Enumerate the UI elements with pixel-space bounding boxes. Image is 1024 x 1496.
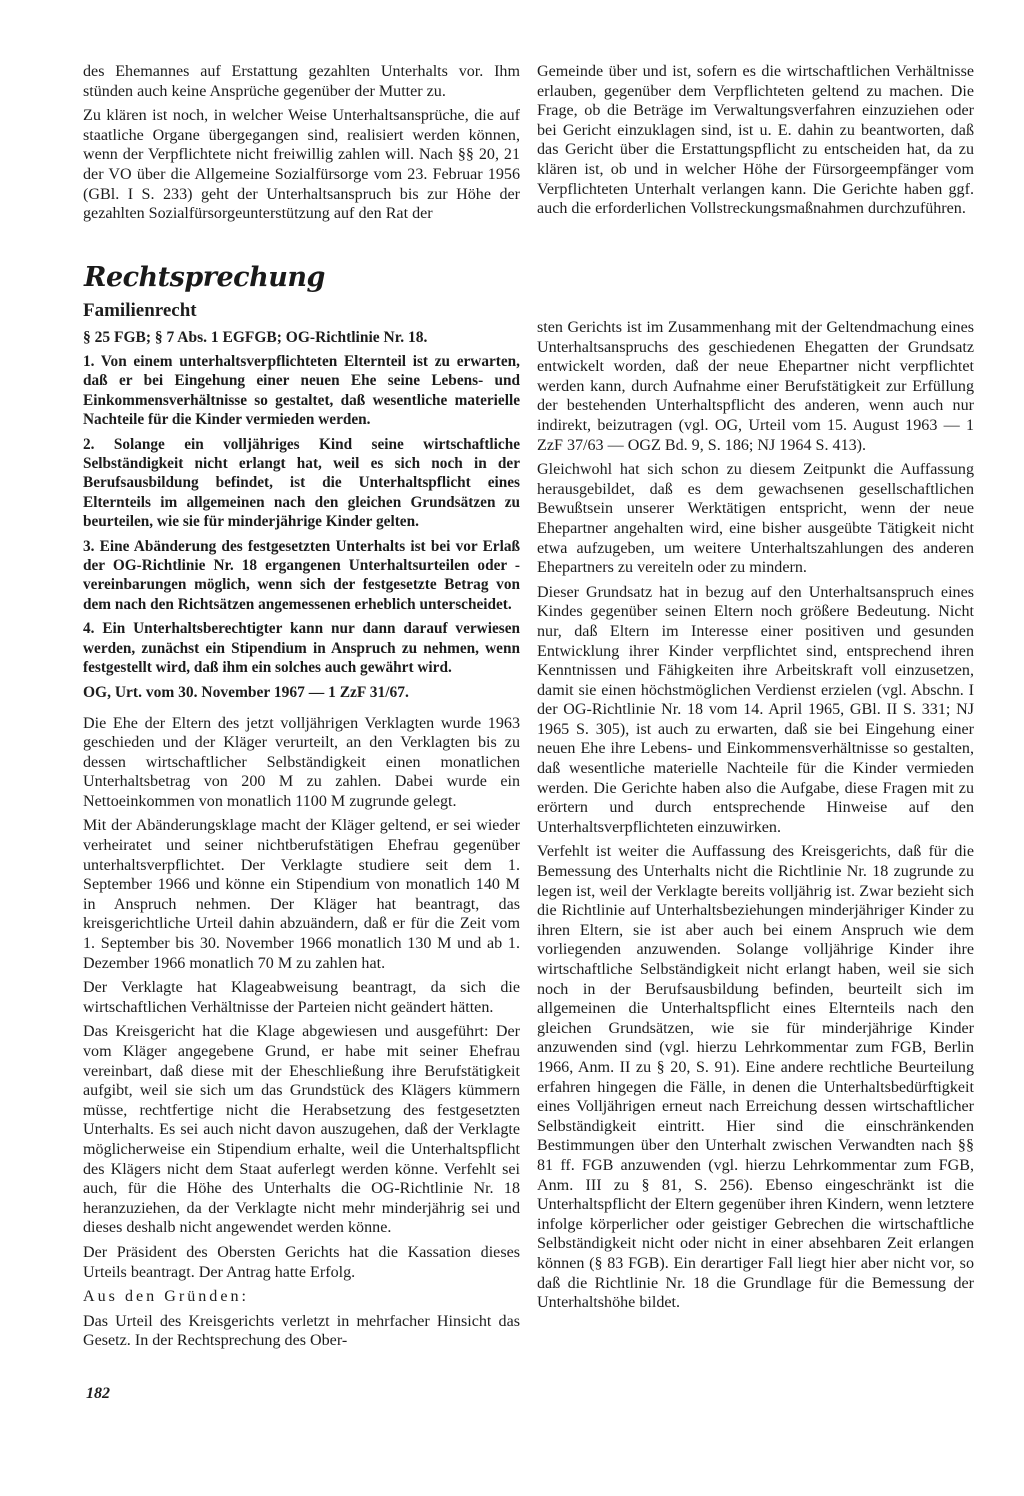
paragraph: Mit der Abänderungsklage macht der Kläger geltend, er sei wieder verheiratet und seiner nichtberufstätigen Ehefrau gegenüber unterhaltsverpflichtet. Der Verklagte studiere seit dem 1. September 1966 und könne ein Stipendium von monatlich 140 M in Anspruch nehmen. Der Kläger hat beantragt, das kreisgerichtliche Urteil dahin abzuändern, daß er für die Zeit vom 1. September bis 30. November 1966 monatlich 130 M und ab 1. Dezember 1966 monatlich 70 M zu zahlen hat. [83,817,520,972]
paragraph: Der Verklagte hat Klageabweisung beantragt, da sich die wirtschaftlichen Verhältnisse der Parteien nicht geändert hätten. [83,979,520,1016]
paragraph: Das Kreisgericht hat die Klage abgewiesen und ausgeführt: Der vom Kläger angegebene Grund, er habe mit seiner Ehefrau vereinbart, daß diese mit der Eheschließung ihre Berufstätigkeit aufgibt, weil sie sich um das Grundstück des Klägers kümmern müsse, rechtfertige nicht die Herabsetzung des festgesetzten Unterhalts. Es sei auch nicht davon auszugehen, daß der Verklagte möglicherweise ein Stipendium erhalte, weil die Unterhaltspflicht des Klägers nicht dem Staat auferlegt werden könne. Verfehlt sei auch, für die Höhe des Unterhalts die OG-Richtlinie Nr. 18 heranzuziehen, da der Verklagte nicht mehr minderjährig sei und dieses deshalb nicht angewendet werden könne. [83,1023,520,1237]
grounds-heading: Aus den Gründen: [83,1288,249,1306]
paragraph: sten Gerichts ist im Zusammenhang mit der Geltendmachung eines Unterhaltsanspruchs des geschiedenen Ehegatten der Grundsatz entwickelt worden, daß der neue Ehepartner nicht verpflichtet werden kann, durch Aufnahme einer Berufstätigkeit zur Erfüllung der bestehenden Unterhaltspflicht des anderen, wenn auch nur indirekt, beizutragen (vgl. OG, Urteil vom 15. August 1963 — 1 ZzF 37/63 — OGZ Bd. 9, S. 186; NJ 1964 S. 413). [537,319,974,454]
headnote: 3. Eine Abänderung des festgesetzten Unterhalts ist bei vor Erlaß der OG-Richtlinie Nr. 18 ergangenen Unterhaltsurteilen oder -vereinbarungen möglich, wenn sich der festgesetzte Betrag von dem nach den Richtsätzen angemessenen erheblich unterscheidet. [83,537,520,613]
paragraph: Gemeinde über und ist, sofern es die wirtschaftlichen Verhältnisse erlauben, gegenüber dem Verpflichteten geltend zu machen. Die Frage, ob die Beträge im Verwaltungsverfahren einzuziehen oder bei Gericht einzuklagen sind, ist u. E. dahin zu beantworten, daß das Gericht über die Erstattungspflicht zu entscheiden hat, da zu klären ist, ob und in welcher Höhe der Fürsorgeempfänger vom Verpflichteten Unterhalt verlangen kann. Die Gerichte haben ggf. auch die erforderlichen Vollstreckungsmaßnahmen durchzuführen. [537,63,974,218]
headnote: 2. Solange ein volljähriges Kind seine wirtschaftliche Selbständigkeit nicht erlangt hat, weil es sich noch in der Berufsausbildung befindet, ist die Unterhaltspflicht eines Elternteils im allgemeinen nach den gleichen Grundsätzen zu beurteilen, wie sie für minderjährige Kinder gelten. [83,435,520,531]
paragraph: Der Präsident des Obersten Gerichts hat die Kassation dieses Urteils beantragt. Der Antrag hatte Erfolg. [83,1243,520,1281]
subsection-heading: Familienrecht [83,300,197,321]
left-column [83,300,520,1356]
paragraph: Gleichwohl hat sich schon zu diesem Zeitpunkt die Auffassung herausgebildet, daß es dem gewachsenen gesellschaftlichen Bewußtsein unserer Werktätigen entspricht, wenn der neue Ehepartner angehalten wird, eine bisher ausgeübte Tätigkeit nicht etwa aufzugeben, um weitere Unterhaltszahlungen des anderen Ehepartners zu vereiteln oder zu mindern. [537,461,974,577]
legal-citation: § 25 FGB; § 7 Abs. 1 EGFGB; OG-Richtlinie Nr. 18. [83,329,428,346]
section-title: Rechtsprechung [84,262,325,293]
right-column [537,318,974,1318]
paragraph: Verfehlt ist weiter die Auffassung des Kreisgerichts, daß für die Bemessung des Unterhalts nicht die Richtlinie Nr. 18 zugrunde zu legen ist, weil der Verklagte bereits volljährig ist. Zwar bezieht sich die Richtlinie auf Unterhaltsbeziehungen minderjähriger Kinder zu ihren Eltern, sie ist aber auch bei einem Anspruch wie dem vorliegenden anzuwenden. Solange volljährige Kinder ihre wirtschaftliche Selbständigkeit nicht erlangt haben, weil sie sich noch in der Berufsausbildung befinden, beurteilt sich im allgemeinen die Unterhaltspflicht eines Elternteils nach den gleichen Grundsätzen, wie sie für minderjährige Kinder anzuwenden sind (vgl. hierzu Lehrkommentar zum FGB, Berlin 1966, Anm. II zu § 20, S. 91). Eine andere rechtliche Beurteilung erfahren hingegen die Fälle, in denen die Unterhaltsbedürftigkeit eines Volljährigen erneut nach Erreichung dessen wirtschaftlicher Selbständigkeit eintritt. Hier sind die einschränkenden Bestimmungen über den Unterhalt zwischen Verwandten nach §§ 81 ff. FGB anzuwenden (vgl. hierzu Lehrkommentar zum FGB, Anm. III zu § 81, S. 256). Ebenso eingeschränkt ist die Unterhaltspflicht der Eltern gegenüber ihren Kindern, wenn letztere infolge körperlicher oder geistiger Gebrechen die wirtschaftliche Selbständigkeit nicht oder nicht in einer absehbaren Zeit erlangen können (§ 83 FGB). Ein derartiger Fall liegt hier aber nicht vor, so daß die Richtlinie Nr. 18 die Grundlage für die Bemessung der Unterhaltshöhe bildet. [537,843,974,1312]
headnote: 1. Von einem unterhaltsverpflichteten Elternteil ist zu erwarten, daß er bei Eingehung einer neuen Ehe seine Lebens- und Einkommensverhältnisse so gestaltet, daß wesentliche materielle Nachteile für die Kinder vermieden werden. [83,353,520,429]
paragraph: Dieser Grundsatz hat in bezug auf den Unterhaltsanspruch eines Kindes gegenüber seinen Eltern noch größere Bedeutung. Nicht nur, daß Eltern im Interesse einer positiven und gesunden Entwicklung ihrer Kinder verpflichtet sind, entsprechend ihren Kenntnissen und Fähigkeiten ihre Arbeitskraft voll einzusetzen, damit sie einen höchstmöglichen Verdienst erzielen (vgl. Abschn. I der OG-Richtlinie Nr. 18 vom 14. April 1965, GBl. II S. 331; NJ 1965 S. 305), ist auch zu erwarten, daß sie bei Eingehung einer neuen Ehe ihre Lebens- und Einkommensverhältnisse so gestalten, daß wesentliche materielle Nachteile für die Kinder vermieden werden. Die Gerichte haben also die Aufgabe, diese Fragen mit zu erörtern und durch entsprechende Hinweise auf den Unterhaltsverpflichteten einzuwirken. [537,583,974,836]
paragraph: des Ehemannes auf Erstattung gezahlten Unterhalts vor. Ihm stünden auch keine Ansprüche gegenüber der Mutter zu. [83,63,520,100]
paragraph: Das Urteil des Kreisgerichts verletzt in mehrfacher Hinsicht das Gesetz. In der Rechtsprechung des Ober- [83,1312,520,1350]
paragraph: Die Ehe der Eltern des jetzt volljährigen Verklagten wurde 1963 geschieden und der Kläger verurteilt, an den Verklagten bis zu dessen wirtschaftlicher Selbständigkeit einen monatlichen Unterhaltsbetrag von 200 M zu zahlen. Dabei wurde ein Nettoeinkommen von monatlich 1100 M zugrunde gelegt. [83,714,520,810]
page-number: 182 [86,1385,110,1402]
top-left-column [83,62,520,229]
court-reference: OG, Urt. vom 30. November 1967 — 1 ZzF 31/67. [83,683,409,701]
top-right-column [537,62,974,224]
headnote: 4. Ein Unterhaltsberechtigter kann nur dann darauf verwiesen werden, zunächst ein Stipendium in Anspruch zu nehmen, wenn festgestellt wird, daß ihm ein solches auch gewährt wird. [83,620,520,677]
paragraph: Zu klären ist noch, in welcher Weise Unterhaltsansprüche, die auf staatliche Organe übergegangen sind, realisiert werden können, wenn der Verpflichtete nicht freiwillig zahlen will. Nach §§ 20, 21 der VO über die Allgemeine Sozialfürsorge vom 23. Februar 1956 (GBl. I S. 233) geht der Unterhaltsanspruch bis zur Höhe der gezahlten Sozialfürsorgeunterstützung auf den Rat der [83,107,520,223]
